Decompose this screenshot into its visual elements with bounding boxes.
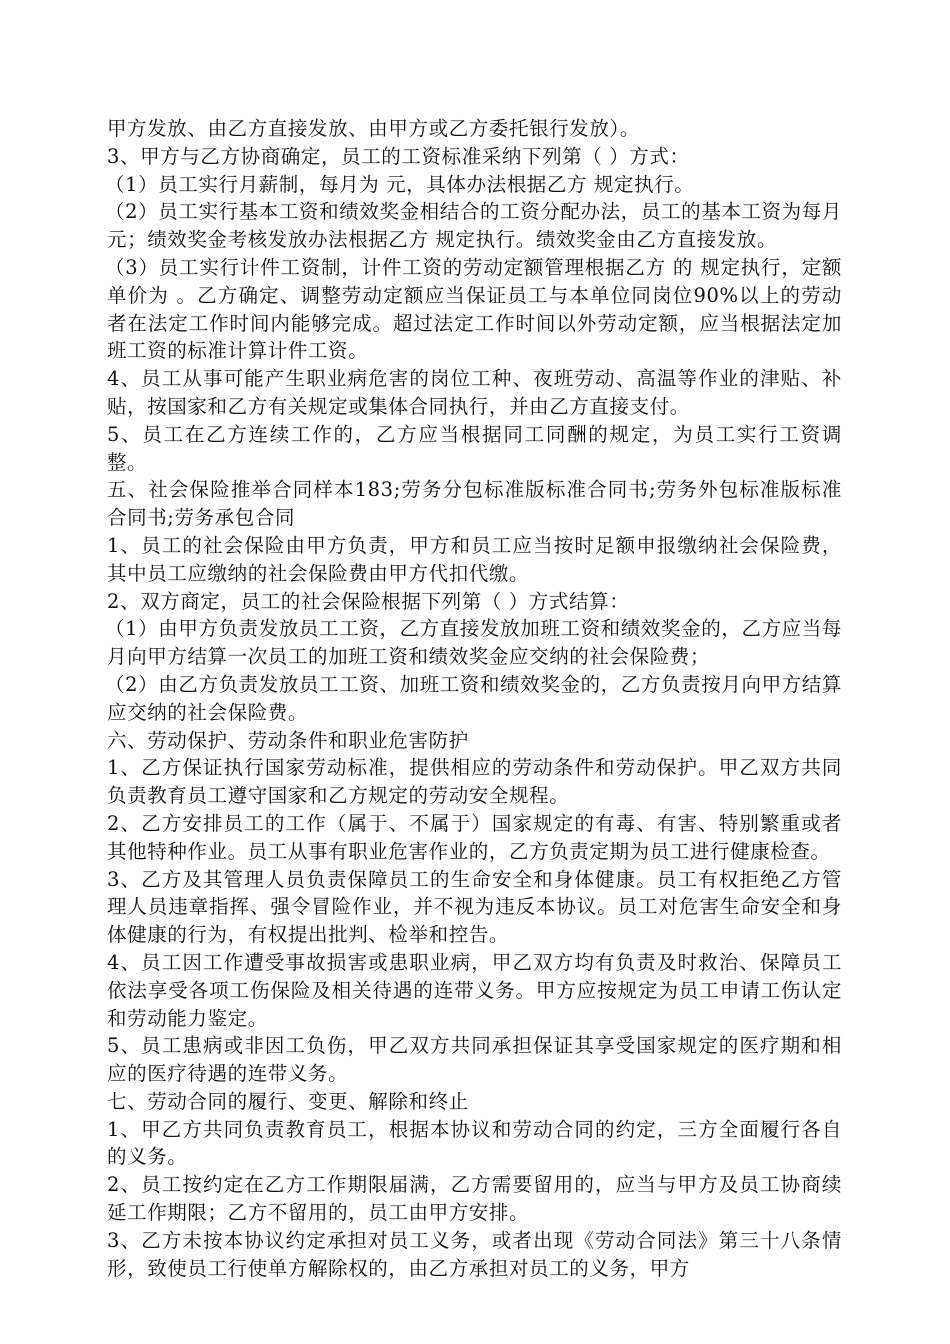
- paragraph-work-injury: 4、员工因工作遭受事故损害或患职业病，甲乙双方均有负责及时救治、保障员工依法享受各项工伤保险及相关待遇的连带义务。甲方应按规定为员工申请工伤认定和劳动能力鉴定。: [107, 950, 842, 1030]
- paragraph-payment-method: 甲方发放、由乙方直接发放、由甲方或乙方委托银行发放）。: [107, 117, 640, 140]
- paragraph-termination: 3、乙方未按本协议约定承担对员工义务，或者出现《劳动合同法》第三十八条情形，致使员工行使单方解除权的，由乙方承担对员工的义务，甲方: [107, 1228, 842, 1280]
- document-body: [105, 115, 849, 1282]
- paragraph-piece-rate: （3）员工实行计件工资制，计件工资的劳动定额管理根据乙方 的 规定执行，定额单价为 。乙方确定、调整劳动定额应当保证员工与本单位同岗位90%以上的劳动者在法定工作时间内能够完成。超过法定工作时间以外劳动定额，应当根据法定加班工资的标准计算计件工资。: [105, 255, 842, 363]
- paragraph-wage-standard: 3、甲方与乙方协商确定，员工的工资标准采纳下列第（ ）方式：: [107, 144, 690, 168]
- paragraph-allowances: 4、员工从事可能产生职业病危害的岗位工种、夜班劳动、高温等作业的津贴、补贴，按国家和乙方有关规定或集体合同执行，并由乙方直接支付。: [107, 367, 842, 418]
- paragraph-safety: 3、乙方及其管理人员负责保障员工的生命安全和身体健康。员工有权拒绝乙方管理人员违章指挥、强令冒险作业，并不视为违反本协议。员工对危害生命安全和身体健康的行为，有权提出批判、检举和控告。: [107, 867, 842, 947]
- paragraph-monthly-salary: （1）员工实行月薪制，每月为 元，具体办法根据乙方 规定执行。: [105, 172, 695, 196]
- section-heading-labor-protection: 六、劳动保护、劳动条件和职业危害防护: [107, 728, 469, 752]
- paragraph-special-work: 2、乙方安排员工的工作（属于、不属于）国家规定的有毒、有害、特别繁重或者其他特种作业。员工从事有职业危害作业的，乙方负责定期为员工进行健康检查。: [107, 811, 842, 863]
- paragraph-insurance-settlement: 2、双方商定，员工的社会保险根据下列第（ ）方式结算：: [107, 589, 630, 613]
- section-heading-social-insurance: 五、社会保险推举合同样本183;劳务分包标准版标准合同书;劳务外包标准版标准合同书;劳务承包合同: [107, 478, 842, 530]
- paragraph-settlement-option-1: （1）由甲方负责发放员工工资，乙方直接发放加班工资和绩效奖金的，乙方应当每月向甲方结算一次员工的加班工资和绩效奖金应交纳的社会保险费；: [105, 617, 842, 669]
- paragraph-settlement-option-2: （2）由乙方负责发放员工工资、加班工资和绩效奖金的，乙方负责按月向甲方结算应交纳的社会保险费。: [105, 672, 842, 724]
- paragraph-labor-standards: 1、乙方保证执行国家劳动标准，提供相应的劳动条件和劳动保护。甲乙双方共同负责教育员工遵守国家和乙方规定的劳动安全规程。: [107, 756, 842, 808]
- section-heading-contract-performance: 七、劳动合同的履行、变更、解除和终止: [107, 1089, 469, 1113]
- paragraph-illness: 5、员工患病或非因工负伤，甲乙双方共同承担保证其享受国家规定的医疗期和相应的医疗待遇的连带义务。: [107, 1034, 842, 1086]
- paragraph-term-expiry: 2、员工按约定在乙方工作期限届满，乙方需要留用的，应当与甲方及员工协商续延工作期限；乙方不留用的，员工由甲方安排。: [107, 1173, 842, 1225]
- paragraph-base-and-bonus: （2）员工实行基本工资和绩效奖金相结合的工资分配办法，员工的基本工资为每月 元；绩效奖金考核发放办法根据乙方 规定执行。绩效奖金由乙方直接发放。: [105, 200, 849, 252]
- paragraph-insurance-responsibility: 1、员工的社会保险由甲方负责，甲方和员工应当按时足额申报缴纳社会保险费，其中员工应缴纳的社会保险费由甲方代扣代缴。: [107, 533, 842, 585]
- paragraph-wage-adjustment: 5、员工在乙方连续工作的，乙方应当根据同工同酬的规定，为员工实行工资调整。: [107, 422, 842, 474]
- paragraph-education: 1、甲乙方共同负责教育员工，根据本协议和劳动合同的约定，三方全面履行各自的义务。: [107, 1117, 842, 1169]
